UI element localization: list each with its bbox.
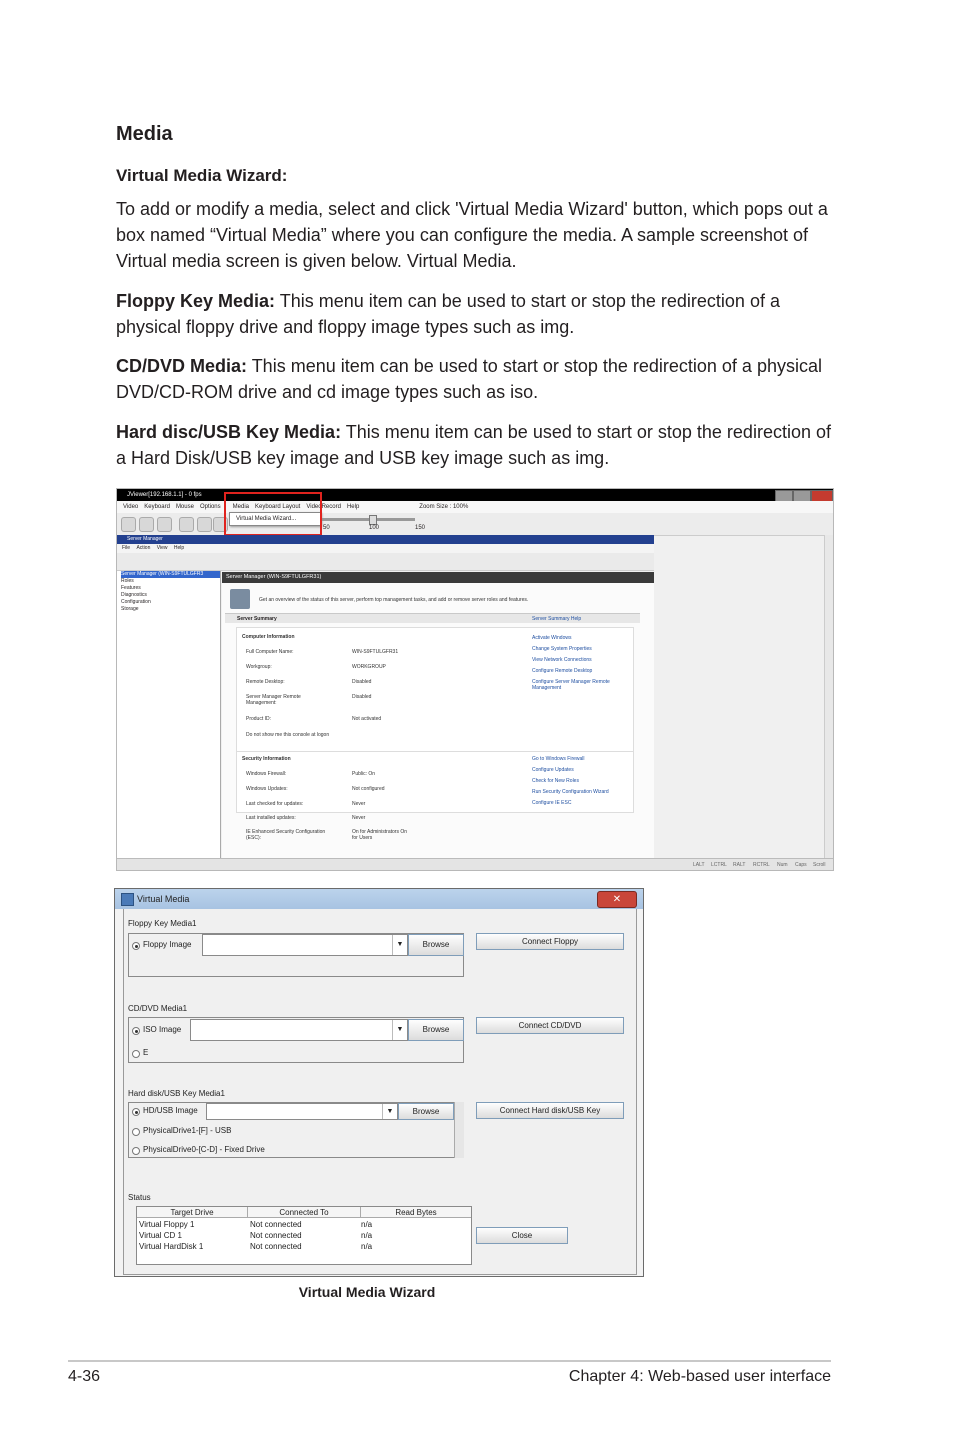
physical-drive1-label: PhysicalDrive1-[F] - USB: [143, 1126, 232, 1135]
status-key: RALT: [733, 862, 746, 868]
hd-image-label: HD/USB Image: [143, 1106, 198, 1115]
security-link[interactable]: Check for New Roles: [532, 778, 579, 784]
info-key: Last installed updates:: [246, 815, 296, 821]
info-value: Public: On: [352, 771, 376, 777]
tree-item[interactable]: Configuration: [121, 599, 151, 605]
tree-item[interactable]: Storage: [121, 606, 139, 612]
computer-info-label: Computer Information: [242, 634, 295, 640]
status-key: Scroll: [813, 862, 826, 868]
info-key: Full Computer Name:: [246, 649, 294, 655]
toolbar-button[interactable]: [157, 517, 172, 532]
menu-help[interactable]: Help: [346, 504, 360, 510]
status-label: Status: [128, 1193, 151, 1202]
zoom-slider[interactable]: [319, 518, 415, 521]
computer-link[interactable]: Configure Remote Desktop: [532, 668, 593, 674]
hd-list-scrollbar[interactable]: [454, 1102, 464, 1158]
floppy-image-label: Floppy Image: [143, 940, 192, 949]
status-key: LCTRL: [711, 862, 727, 868]
tree-item[interactable]: Roles: [121, 578, 134, 584]
iso-image-label: ISO Image: [143, 1025, 182, 1034]
floppy-paragraph: [116, 288, 831, 340]
menu-videorecord[interactable]: VideoRecord: [306, 504, 341, 510]
app-icon: [121, 893, 134, 906]
info-key: Windows Firewall:: [246, 771, 287, 777]
hd-paragraph: [116, 419, 831, 471]
computer-link[interactable]: Configure Server Manager Remote Management: [532, 679, 610, 691]
hd-path-combo[interactable]: [206, 1103, 398, 1120]
server-manager-main: [222, 583, 654, 858]
iso-image-radio[interactable]: [132, 1027, 140, 1035]
slider-tick: 150: [415, 525, 426, 531]
chevron-down-icon[interactable]: ▼: [382, 1104, 397, 1119]
hd-image-radio[interactable]: [132, 1108, 140, 1116]
info-value: Disabled: [352, 679, 372, 685]
tree-item[interactable]: Features: [121, 585, 141, 591]
menu-keyboard[interactable]: Keyboard: [144, 504, 170, 510]
connect-hd-button[interactable]: Connect Hard disk/USB Key: [476, 1102, 624, 1119]
toolbar-button[interactable]: [179, 517, 194, 532]
menu-media[interactable]: Media: [232, 504, 249, 510]
slider-tick: 100: [369, 525, 380, 531]
hd-term: Hard disc/USB Key Media:: [116, 422, 342, 442]
chevron-down-icon[interactable]: ▼: [392, 935, 407, 955]
floppy-path-combo[interactable]: [202, 934, 408, 956]
toolbar-button[interactable]: [139, 517, 154, 532]
status-cell: Virtual HardDisk 1: [139, 1242, 204, 1251]
status-cell: n/a: [361, 1242, 373, 1251]
info-value: Never: [352, 801, 366, 807]
info-value: Not activated: [352, 716, 382, 722]
security-link[interactable]: Run Security Configuration Wizard: [532, 789, 609, 795]
dont-show-checkbox[interactable]: Do not show me this console at logon: [246, 732, 330, 738]
cd-term: CD/DVD Media:: [116, 356, 248, 376]
hd-browse-button[interactable]: Browse: [398, 1103, 454, 1120]
status-cell: Not connected: [250, 1220, 302, 1229]
virtual-media-dialog: [114, 888, 644, 1277]
chapter-title: Chapter 4: Web-based user interface: [568, 1368, 831, 1385]
hd-text: This menu item can be used to start or stop the redirection of a Hard Disk/USB key image and USB key image such as img.: [116, 422, 831, 468]
status-key: RCTRL: [753, 862, 770, 868]
info-key: Last checked for updates:: [246, 801, 304, 807]
info-value: WORKGROUP: [352, 664, 386, 670]
viewer-statusbar: [117, 858, 833, 871]
menu-mouse[interactable]: Mouse: [175, 504, 194, 510]
subheading: Virtual Media Wizard:: [116, 166, 288, 185]
info-value: Never: [352, 815, 366, 821]
floppy-term: Floppy Key Media:: [116, 291, 276, 311]
page-number: 4-36: [68, 1368, 101, 1385]
jviewer-title: JViewer[192.168.1.1] - 0 fps: [127, 492, 202, 498]
info-key: Product ID:: [246, 716, 272, 722]
info-value: On for Administrators On for Users: [352, 829, 408, 841]
tree-item[interactable]: Diagnostics: [121, 592, 147, 598]
security-link[interactable]: Configure Updates: [532, 767, 574, 773]
computer-link[interactable]: View Network Connections: [532, 657, 592, 663]
server-manager-toolbar: [117, 553, 654, 571]
info-value: Disabled: [352, 694, 372, 700]
menu-video[interactable]: Video: [123, 504, 139, 510]
server-manager-menubar: [117, 544, 654, 553]
status-cell: n/a: [361, 1231, 373, 1240]
virtual-media-wizard-menu-item[interactable]: Virtual Media Wizard...: [229, 512, 321, 526]
dialog-titlebar: [115, 889, 643, 909]
sm-menu-view[interactable]: View: [156, 545, 168, 551]
dialog-body: [123, 909, 637, 1275]
security-link[interactable]: Configure IE ESC: [532, 800, 572, 806]
window-controls: [775, 489, 833, 501]
status-cell: Virtual Floppy 1: [139, 1220, 195, 1229]
jviewer-screenshot: [116, 488, 834, 871]
toolbar-button[interactable]: [197, 517, 212, 532]
toolbar-button[interactable]: [121, 517, 136, 532]
status-cell: Virtual CD 1: [139, 1231, 182, 1240]
info-key: Workgroup:: [246, 664, 272, 670]
highlight-box: [224, 492, 322, 536]
info-value: WIN-S9FTULGFR31: [352, 649, 399, 655]
sm-menu-action[interactable]: Action: [136, 545, 151, 551]
info-key: IE Enhanced Security Configuration (ESC):: [246, 829, 326, 841]
close-icon[interactable]: ✕: [597, 891, 637, 908]
e-drive-label: E: [143, 1048, 149, 1057]
status-key: Num: [777, 862, 788, 868]
floppy-group-label: Floppy Key Media1: [128, 919, 197, 928]
status-key: LALT: [693, 862, 705, 868]
status-cell: n/a: [361, 1220, 373, 1229]
chevron-down-icon[interactable]: ▼: [392, 1020, 407, 1040]
physical-drive1-radio[interactable]: [132, 1128, 140, 1136]
info-key: Remote Desktop:: [246, 679, 285, 685]
hd-group-label: Hard disk/USB Key Media1: [128, 1089, 225, 1098]
pane-title: Server Manager (WIN-S9FTULGFR31): [222, 572, 654, 583]
physical-drive0-label: PhysicalDrive0-[C-D] - Fixed Drive: [143, 1145, 265, 1154]
security-info-label: Security Information: [242, 756, 291, 762]
info-value: Not configured: [352, 786, 385, 792]
iso-path-combo[interactable]: [190, 1019, 408, 1041]
status-header: Target Drive: [137, 1207, 248, 1218]
footer-divider: [68, 1360, 831, 1362]
e-drive-radio[interactable]: [132, 1050, 140, 1058]
physical-drive0-radio[interactable]: [132, 1147, 140, 1155]
sm-menu-file[interactable]: File: [122, 545, 131, 551]
server-manager-titlebar: Server Manager: [117, 535, 654, 544]
cd-paragraph: [116, 353, 831, 405]
cd-browse-button[interactable]: Browse: [408, 1019, 464, 1041]
menu-options[interactable]: Options: [199, 504, 221, 510]
floppy-browse-button[interactable]: Browse: [408, 934, 464, 956]
server-summary-label: Server Summary: [237, 616, 277, 622]
info-key: Server Manager Remote Management:: [246, 694, 301, 706]
tree-item[interactable]: Server Manager (WIN-S9FTULGFR3: [121, 571, 220, 578]
sm-menu-help[interactable]: Help: [173, 545, 185, 551]
server-manager-tree: [117, 571, 221, 858]
viewer-scrollbar[interactable]: [824, 535, 834, 858]
connect-floppy-button[interactable]: Connect Floppy: [476, 933, 624, 950]
computer-link[interactable]: Activate Windows: [532, 635, 572, 641]
info-key: Windows Updates:: [246, 786, 288, 792]
connect-cd-button[interactable]: Connect CD/DVD: [476, 1017, 624, 1034]
zoom-slider-knob[interactable]: [369, 515, 377, 525]
status-table: [136, 1206, 472, 1265]
status-header: Connected To: [248, 1207, 361, 1218]
overview-text: Get an overview of the status of this server, perform top management tasks, and add or remove server roles and features.: [259, 597, 529, 603]
menu-keyboard-layout[interactable]: Keyboard Layout: [254, 504, 301, 510]
dialog-title: Virtual Media: [137, 894, 190, 904]
cd-text: This menu item can be used to start or stop the redirection of a physical DVD/CD-ROM drive and cd image types such as iso.: [116, 356, 822, 402]
status-cell: Not connected: [250, 1242, 302, 1251]
status-key: Caps: [795, 862, 807, 868]
zoom-label: Zoom Size : 100%: [419, 504, 469, 510]
status-header: Read Bytes: [361, 1207, 471, 1218]
intro-paragraph: To add or modify a media, select and click 'Virtual Media Wizard' button, which pops out a box named “Virtual Media” where you can configure the media. A sample screenshot of Virtual media screen is given below. Virtual Media.: [116, 199, 828, 271]
floppy-text: This menu item can be used to start or stop the redirection of a physical floppy drive and floppy image types such as img.: [116, 291, 780, 337]
section-heading: Media: [116, 123, 173, 145]
cd-group-label: CD/DVD Media1: [128, 1004, 188, 1013]
close-dialog-button[interactable]: Close: [476, 1227, 568, 1244]
server-summary-help-link[interactable]: Server Summary Help: [532, 616, 582, 622]
status-cell: Not connected: [250, 1231, 302, 1240]
server-icon: [230, 589, 250, 609]
security-link[interactable]: Go to Windows Firewall: [532, 756, 585, 762]
slider-tick: 50: [323, 525, 330, 531]
computer-link[interactable]: Change System Properties: [532, 646, 592, 652]
figure-caption: Virtual Media Wizard: [298, 1284, 436, 1300]
